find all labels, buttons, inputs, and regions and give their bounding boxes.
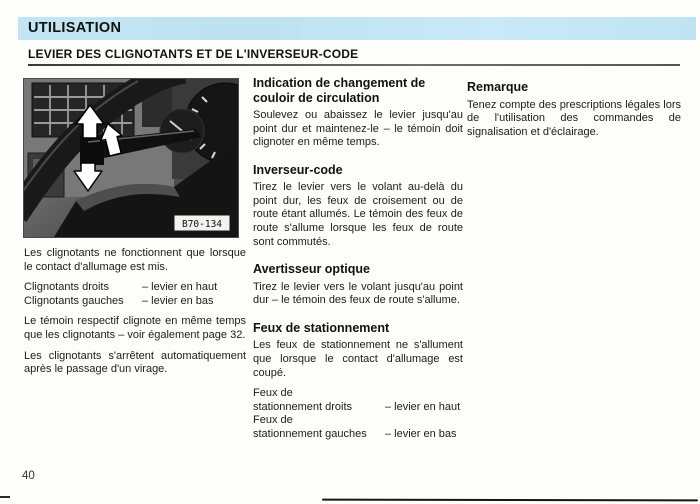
lever-position-row [24,295,246,309]
parking-light-position-list [253,387,463,441]
lever-position-label: Clignotants droits [24,281,109,294]
lever-position-value: – levier en haut [385,400,461,413]
section-body-flasher: Tirez le levier vers le volant jusqu'au point dur – le témoin des feux de route s'allume. [253,280,463,307]
parking-light-label-line1: Feux de [253,414,293,427]
parking-light-label-line1: Feux de [253,387,293,400]
photo-ref-label: B70-134 [181,219,223,230]
note-heading: Remarque [467,80,529,94]
lever-photo-illustration [24,79,238,237]
section-heading-parking-lights: Feux de stationnement [253,320,390,335]
lever-position-row [24,281,246,295]
section-title: UTILISATION [28,20,122,36]
parking-light-label-line2: stationnement droits [253,400,353,413]
scan-edge-tick [0,496,10,498]
scan-edge [322,499,698,502]
left-column [24,247,246,384]
lever-position-value: – levier en haut [142,281,218,294]
page-subtitle: LEVIER DES CLIGNOTANTS ET DE L'INVERSEUR-CODE [28,47,359,61]
note-section [467,80,681,146]
lever-position-list [24,281,246,308]
section-heading-dimmer: Inverseur-code [253,162,343,177]
section-body-dimmer: Tirez le levier vers le volant au-delà du point dur, les feux de croisement ou de route étant allumés. Le témoin des feux de route s'allume lorsque les feux de route sont commutés. [253,181,463,248]
page-number: 40 [22,470,35,482]
parking-light-label-line2: stationnement gauches [253,428,367,440]
lever-photo [24,79,238,237]
paragraph-ignition: Les clignotants ne fonctionnent que lorsque le contact d'allumage est mis. [24,247,246,273]
middle-column [253,76,463,449]
lever-position-row [253,401,463,415]
subtitle-rule [28,64,680,66]
lever-position-row [253,428,463,442]
note-body: Tenez compte des prescriptions légales lors de l'utilisation des commandes de signalisation et d'éclairage. [467,98,681,138]
lever-position-label: Clignotants gauches [24,294,124,307]
lever-position-value: – levier en bas [385,428,457,440]
section-header-bar [18,17,696,40]
section-heading-lane-change: Indication de changement de couloir de circulation [253,76,426,105]
section-body-lane-change: Soulevez ou abaissez le levier jusqu'au point dur et maintenez-le – le témoin doit clignoter en même temps. [253,109,463,149]
lever-position-value: – levier en bas [142,294,214,307]
paragraph-indicator-lamp: Le témoin respectif clignote en même temps que les clignotants – voir également page 32. [24,315,246,341]
section-heading-flasher: Avertisseur optique [253,262,370,277]
section-body-parking-lights: Les feux de stationnement ne s'allument que lorsque le contact d'allumage est coupé. [253,339,463,379]
paragraph-auto-cancel: Les clignotants s'arrêtent automatiquement après le passage d'un virage. [24,349,246,376]
photo-ref-plate [174,215,230,231]
